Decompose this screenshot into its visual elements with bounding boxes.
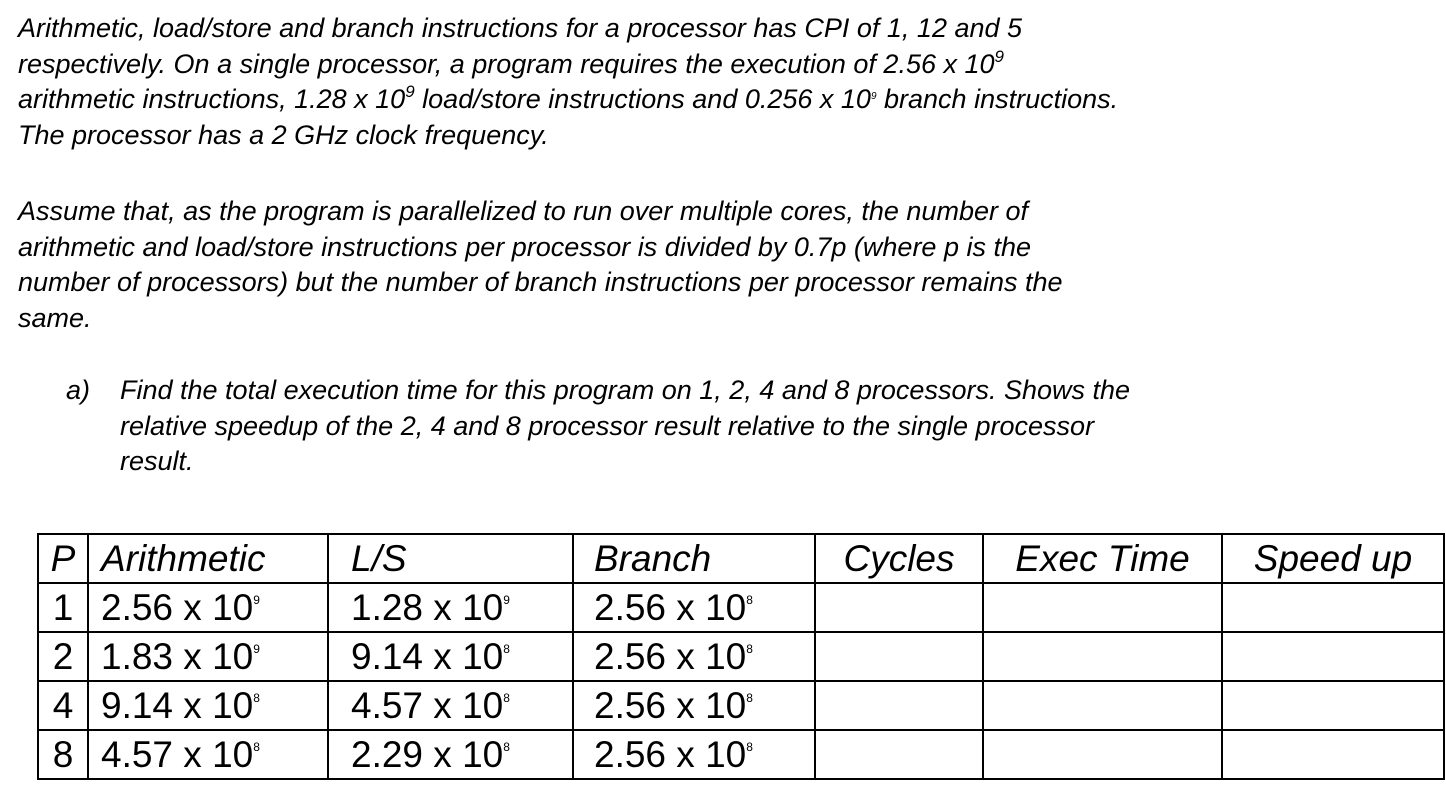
- arith-exp: 9: [253, 641, 260, 656]
- arith-exp: 8: [253, 739, 260, 754]
- branch-base: 2.56 x 10: [594, 635, 747, 677]
- question-body: [120, 373, 1130, 480]
- cell-branch: [573, 730, 815, 779]
- cell-exec-time: [983, 583, 1222, 632]
- cell-load-store: [328, 632, 573, 681]
- cell-exec-time: [983, 681, 1222, 730]
- cell-cycles: [815, 632, 983, 681]
- arith-base: 2.56 x 10: [101, 586, 254, 628]
- assumption-line-2: arithmetic and load/store instructions per processor is divided by 0.7p (where p is the: [18, 231, 1032, 262]
- cell-load-store: [328, 681, 573, 730]
- cell-speedup: [1222, 632, 1444, 681]
- arith-base: 1.83 x 10: [101, 635, 254, 677]
- cell-speedup: [1222, 730, 1444, 779]
- assumption-line-3: number of processors) but the number of branch instructions per processor remains the: [18, 267, 1063, 297]
- branch-base: 2.56 x 10: [594, 684, 747, 726]
- cell-p: 8: [38, 730, 88, 779]
- cell-branch: [573, 583, 815, 632]
- intro-paragraph: [18, 11, 1118, 153]
- exponent: 9: [994, 46, 1004, 66]
- ls-exp: 8: [503, 690, 510, 705]
- cell-exec-time: [983, 632, 1222, 681]
- question-line-1: Find the total execution time for this program on 1, 2, 4 and 8 processors. Shows the: [120, 375, 1131, 405]
- cell-load-store: [328, 583, 573, 632]
- branch-exp: 8: [746, 739, 753, 754]
- cell-p: 2: [38, 632, 88, 681]
- cell-branch: [573, 681, 815, 730]
- assumption-line-4: same.: [18, 302, 92, 333]
- ls-base: 9.14 x 10: [351, 635, 504, 677]
- arith-exp: 8: [253, 690, 260, 705]
- cell-speedup: [1222, 681, 1444, 730]
- question-line-2: relative speedup of the 2, 4 and 8 processor result relative to the single processor: [120, 410, 1095, 441]
- question-marker: a): [66, 375, 91, 405]
- cell-arithmetic: [88, 583, 328, 632]
- cell-cycles: [815, 730, 983, 779]
- exponent: 9: [870, 91, 877, 102]
- intro-line-2: [18, 47, 1118, 83]
- intro-line-3-part-c: branch instructions.: [876, 84, 1119, 114]
- intro-line-3: [18, 82, 1118, 118]
- assumption-line-1: Assume that, as the program is parallelized to run over multiple cores, the number of: [18, 196, 1028, 226]
- ls-base: 1.28 x 10: [351, 586, 504, 628]
- table-header-row: [38, 534, 1444, 583]
- table-row: [38, 632, 1444, 681]
- cell-arithmetic: [88, 730, 328, 779]
- cell-arithmetic: [88, 632, 328, 681]
- cell-arithmetic: [88, 681, 328, 730]
- cell-load-store: [328, 730, 573, 779]
- cell-cycles: [815, 681, 983, 730]
- branch-exp: 8: [746, 641, 753, 656]
- header-cycles: Cycles: [815, 534, 983, 583]
- ls-base: 4.57 x 10: [351, 684, 504, 726]
- intro-line-4: The processor has a 2 GHz clock frequency.: [18, 119, 549, 150]
- table-row: [38, 681, 1444, 730]
- arith-base: 4.57 x 10: [101, 733, 254, 775]
- arith-base: 9.14 x 10: [101, 684, 254, 726]
- branch-base: 2.56 x 10: [594, 733, 747, 775]
- ls-base: 2.29 x 10: [351, 733, 504, 775]
- header-p: P: [38, 534, 88, 583]
- header-load-store: L/S: [328, 534, 573, 583]
- intro-line-3-part-a: arithmetic instructions, 1.28 x 10: [18, 84, 406, 114]
- header-arithmetic: Arithmetic: [88, 534, 328, 583]
- intro-line-3-part-b: load/store instructions and 0.256 x 10: [414, 84, 871, 114]
- header-branch: Branch: [573, 534, 815, 583]
- cell-exec-time: [983, 730, 1222, 779]
- cell-cycles: [815, 583, 983, 632]
- branch-exp: 8: [746, 690, 753, 705]
- cell-p: 4: [38, 681, 88, 730]
- cell-branch: [573, 632, 815, 681]
- arith-exp: 9: [253, 592, 260, 607]
- exponent: 9: [405, 82, 415, 101]
- table-row: [38, 730, 1444, 779]
- question-line-3: result.: [120, 446, 194, 476]
- ls-exp: 9: [503, 592, 510, 607]
- ls-exp: 8: [503, 641, 510, 656]
- branch-base: 2.56 x 10: [594, 586, 747, 628]
- branch-exp: 8: [746, 592, 753, 607]
- header-exec-time: Exec Time: [983, 534, 1222, 583]
- header-speedup: Speed up: [1222, 534, 1444, 583]
- table-row: [38, 583, 1444, 632]
- intro-line-2-text: respectively. On a single processor, a program requires the execution of 2.56 x 10: [18, 48, 995, 79]
- cell-p: 1: [38, 583, 88, 632]
- ls-exp: 8: [503, 739, 510, 754]
- assumption-paragraph: [18, 194, 1063, 336]
- instruction-table: [37, 533, 1445, 780]
- cell-speedup: [1222, 583, 1444, 632]
- intro-line-1: Arithmetic, load/store and branch instructions for a processor has CPI of 1, 12 and 5: [18, 13, 1023, 43]
